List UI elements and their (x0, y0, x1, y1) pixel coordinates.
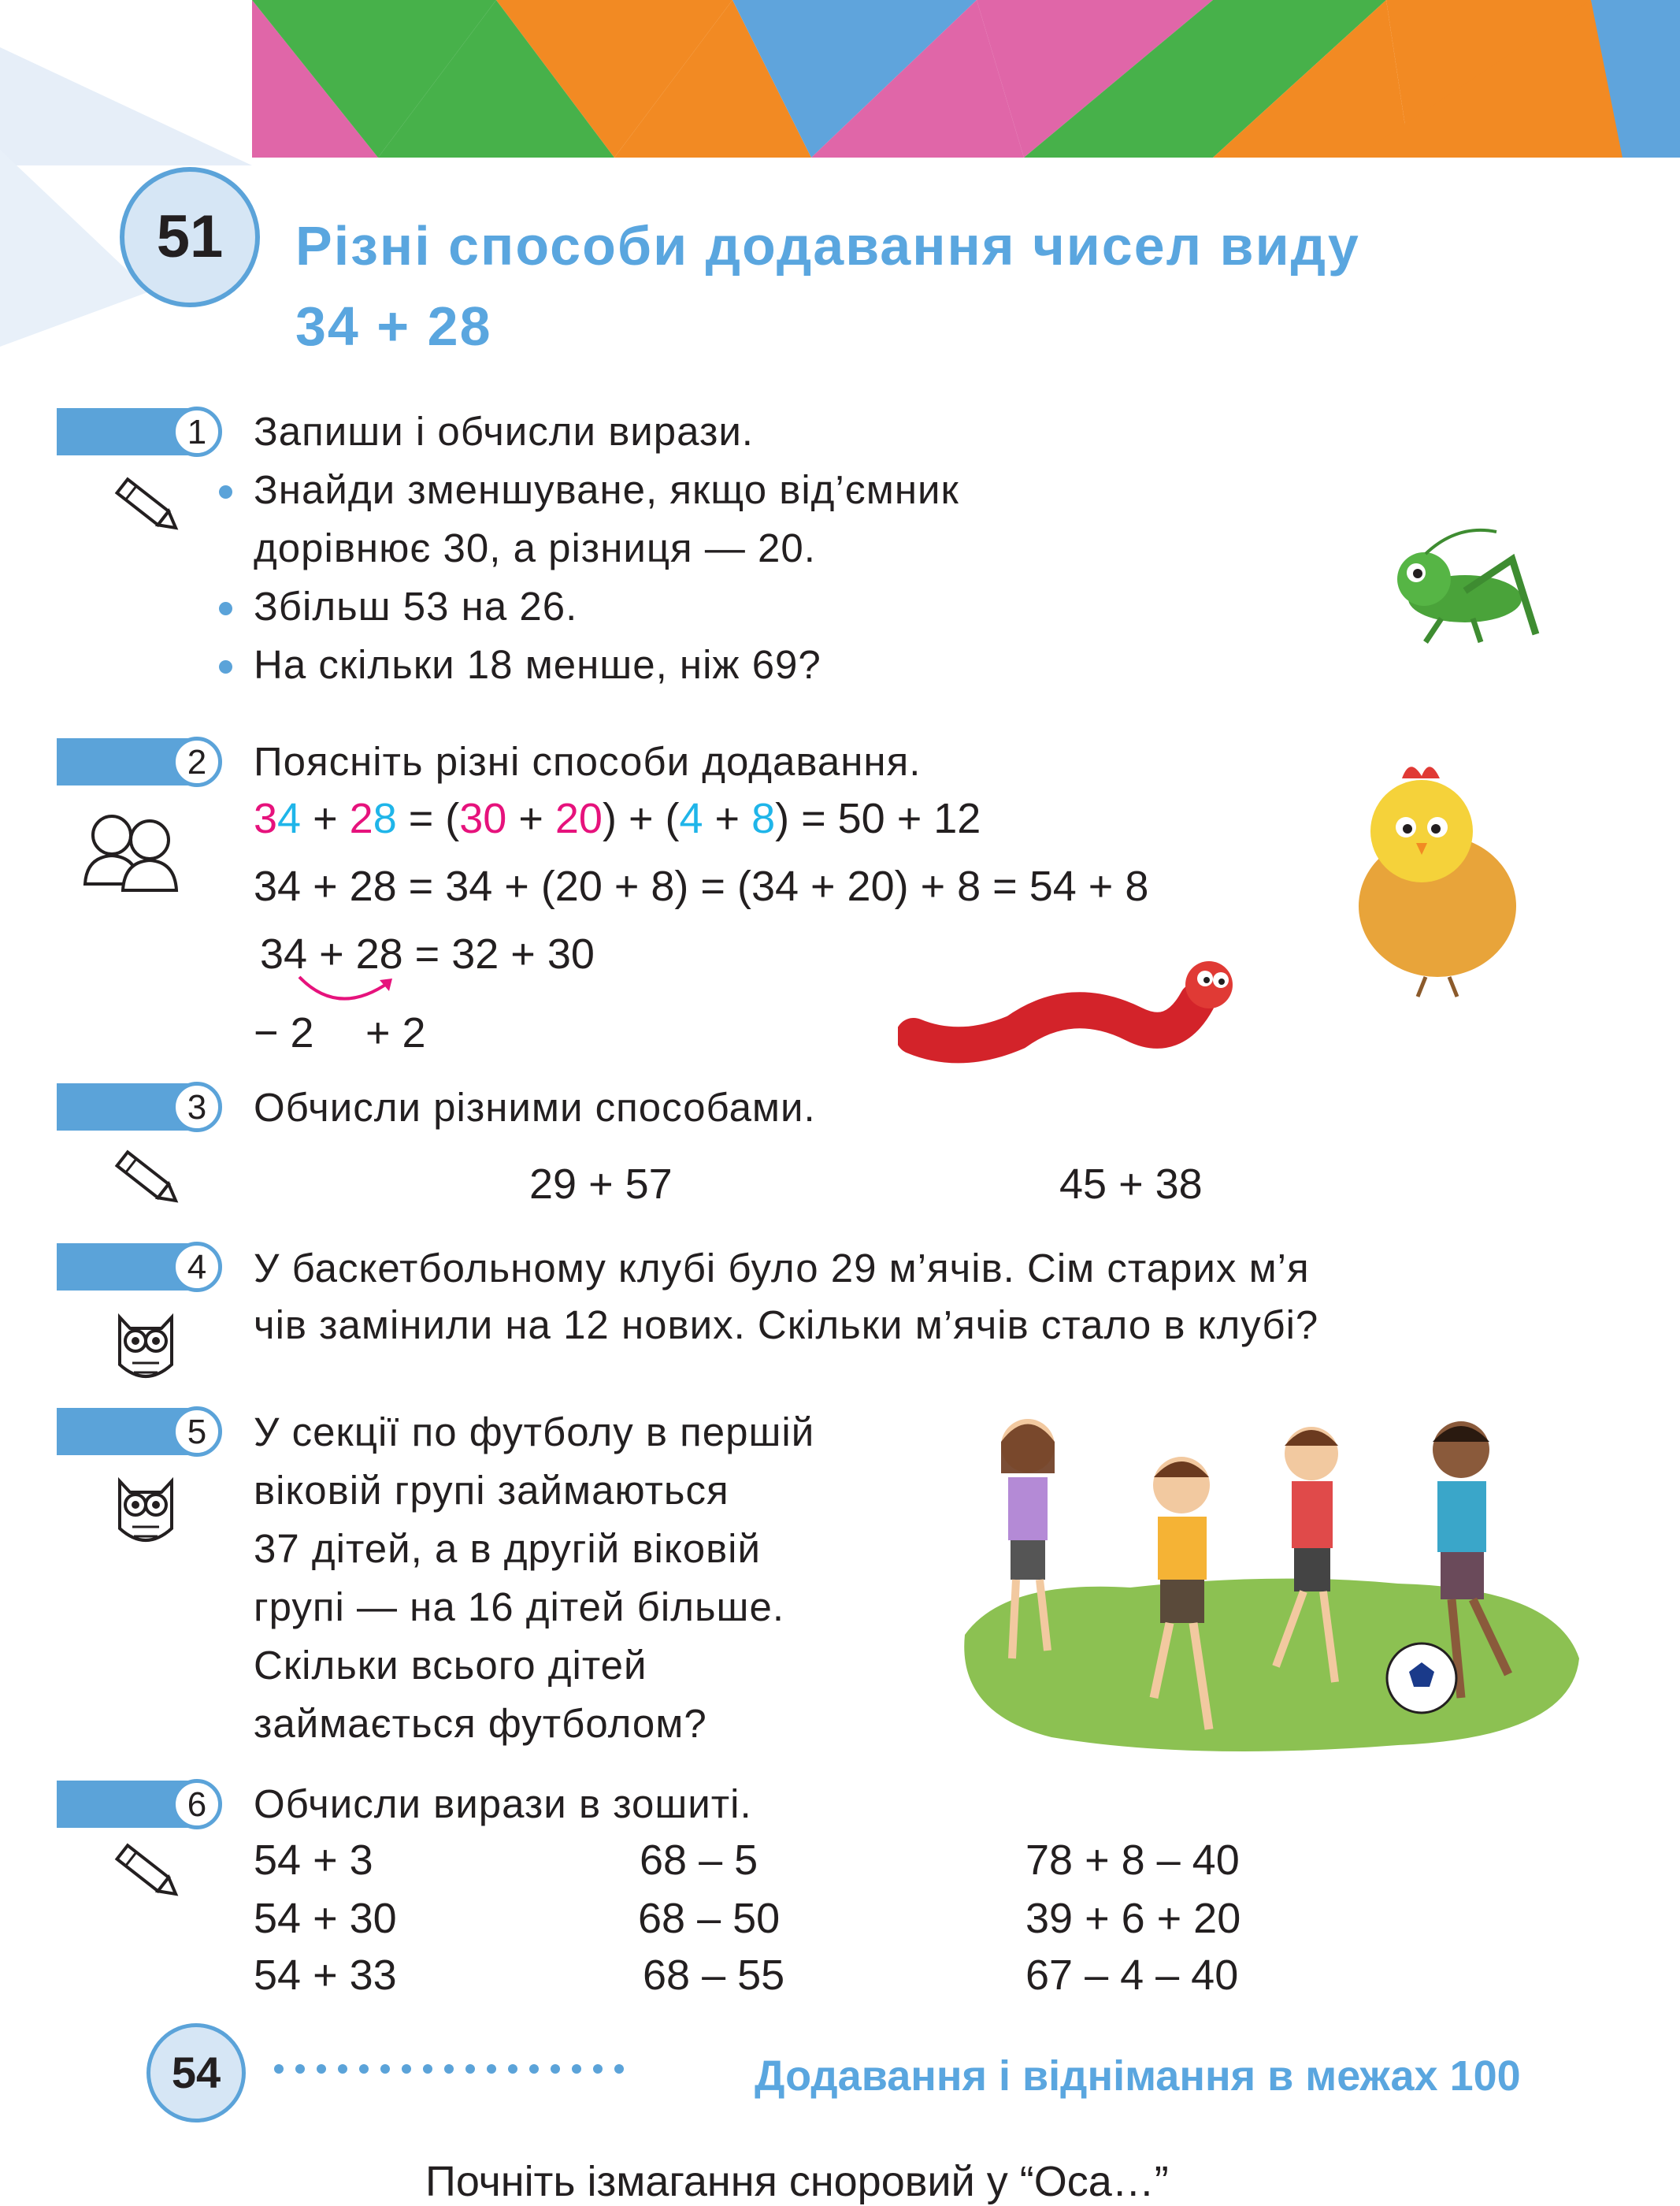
task-6-col3-row3: 67 – 4 – 40 (1025, 1952, 1239, 1999)
page-number: 54 (171, 2048, 221, 2097)
task-6-col1-row2: 54 + 30 (254, 1895, 397, 1942)
lesson-title-line1: Різні способи додавання чисел виду (295, 215, 1360, 277)
task-6-col1-row1: 54 + 3 (254, 1836, 373, 1884)
bullet (219, 602, 232, 615)
worm-illustration (898, 945, 1244, 1064)
header-banner (0, 0, 1680, 165)
task-6-number: 6 (172, 1779, 222, 1829)
lesson-number: 51 (156, 203, 224, 270)
task-6-text: Обчисли вирази в зошиті. (254, 1781, 752, 1826)
task-5-line-1: У секції по футболу в першій (254, 1409, 815, 1454)
digit: 20 (554, 795, 603, 842)
lesson-title-line2: 34 + 28 (295, 295, 492, 357)
task-4-line-1: У баскетбольному клубі було 29 м’ячів. Сім старих м’я (254, 1246, 1310, 1291)
task-4-line-2: чів замінили на 12 нових. Скільки м’ячів стало в клубі? (254, 1302, 1319, 1347)
pencil-icon (109, 1144, 186, 1215)
task-6-col2-row1: 68 – 5 (640, 1836, 758, 1884)
task-4-number: 4 (172, 1242, 222, 1292)
task-2-equation-1: 34 + 28 = (30 + 20) + (4 + 8) = 50 + 12 (254, 795, 981, 842)
task-2-plus: + 2 (365, 1009, 426, 1057)
digit: 8 (751, 795, 776, 842)
digit: 30 (459, 795, 507, 842)
digit: 4 (277, 795, 302, 842)
task-5-line-3: 37 дітей, а в другій віковій (254, 1526, 761, 1571)
pair-work-icon (79, 805, 181, 892)
owl-icon (110, 1302, 181, 1388)
bullet (219, 485, 232, 499)
cutoff-text: Почніть ізмагання сноровий у “Оса…” (425, 2158, 1169, 2205)
task-6-col1-row3: 54 + 33 (254, 1952, 397, 1999)
grasshopper-illustration (1378, 516, 1544, 650)
digit: 2 (349, 795, 373, 842)
task-2-number: 2 (172, 737, 222, 787)
task-6-col3-row2: 39 + 6 + 20 (1025, 1895, 1241, 1942)
pencil-icon (109, 471, 186, 542)
task-5-number: 5 (172, 1406, 222, 1457)
task-1-bullet-3: На скільки 18 менше, ніж 69? (254, 642, 821, 687)
digit: 8 (373, 795, 397, 842)
chicken-illustration (1347, 756, 1536, 1001)
task-5-line-5: Скільки всього дітей (254, 1643, 647, 1688)
task-6-col2-row2: 68 – 50 (638, 1895, 781, 1942)
task-5-line-4: групі — на 16 дітей більше. (254, 1584, 784, 1629)
task-1-number: 1 (172, 407, 222, 457)
owl-icon (110, 1465, 181, 1552)
equation-rest: ) = 50 + 12 (775, 795, 981, 842)
pencil-icon (109, 1837, 186, 1908)
task-1-bullet-1: Знайди зменшуване, якщо від’ємник (254, 467, 959, 512)
bullet (219, 660, 232, 674)
footer-dots (274, 2064, 624, 2074)
task-5-line-2: віковій групі займаються (254, 1468, 729, 1513)
task-3-expr-1: 29 + 57 (529, 1161, 673, 1208)
digit: 4 (679, 795, 703, 842)
task-3-number: 3 (172, 1082, 222, 1132)
task-6-col2-row3: 68 – 55 (643, 1952, 785, 1999)
task-1-bullet-1-cont: дорівнює 30, а різниця — 20. (254, 526, 816, 570)
task-1-text: Запиши і обчисли вирази. (254, 409, 754, 454)
task-3-text: Обчисли різними способами. (254, 1085, 816, 1130)
task-2-text: Поясніть різні способи додавання. (254, 739, 922, 784)
task-3-expr-2: 45 + 38 (1059, 1161, 1203, 1208)
task-2-equation-2: 34 + 28 = 34 + (20 + 8) = (34 + 20) + 8 = 54 + 8 (254, 863, 1149, 910)
digit: 3 (254, 795, 278, 842)
task-2-equation-3: 34 + 28 = 32 + 30 (260, 930, 595, 978)
section-title: Додавання і віднімання в межах 100 (755, 2052, 1521, 2100)
task-6-col3-row1: 78 + 8 – 40 (1025, 1836, 1240, 1884)
task-2-minus: − 2 (254, 1009, 314, 1057)
task-5-line-6: займається футболом? (254, 1701, 707, 1746)
football-kids-illustration (957, 1398, 1587, 1761)
task-1-bullet-2: Збільш 53 на 26. (254, 584, 578, 629)
